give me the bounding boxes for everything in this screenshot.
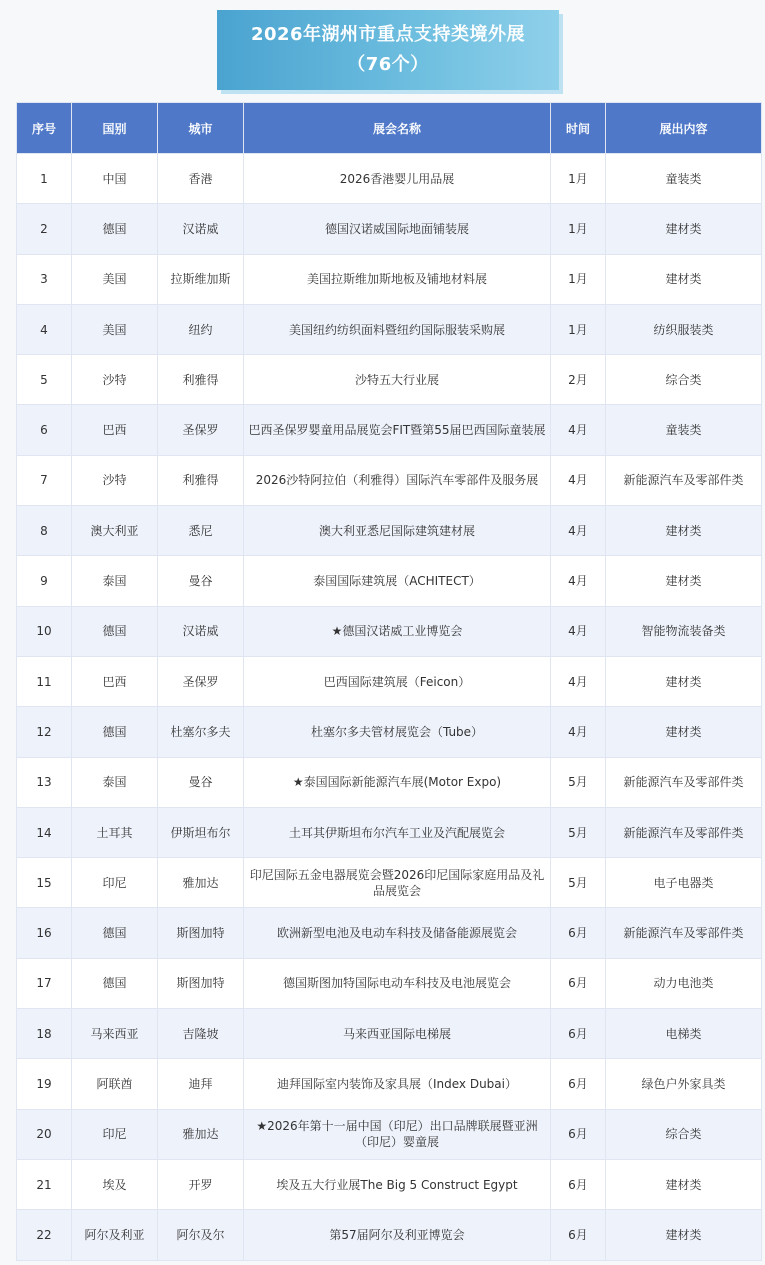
cell-city: 利雅得 xyxy=(158,355,244,405)
table-row xyxy=(17,807,762,857)
cell-exhibition-name: 巴西国际建筑展（Feicon） xyxy=(244,656,551,706)
cell-index: 16 xyxy=(17,908,72,958)
table-row xyxy=(17,707,762,757)
cell-time: 5月 xyxy=(551,757,606,807)
cell-content: 电子电器类 xyxy=(606,858,762,908)
cell-country: 美国 xyxy=(72,304,158,354)
table-row xyxy=(17,405,762,455)
table-row xyxy=(17,355,762,405)
cell-country: 阿联酋 xyxy=(72,1059,158,1109)
cell-index: 14 xyxy=(17,807,72,857)
cell-index: 17 xyxy=(17,958,72,1008)
cell-city: 斯图加特 xyxy=(158,958,244,1008)
cell-city: 曼谷 xyxy=(158,757,244,807)
table-row xyxy=(17,858,762,908)
cell-time: 6月 xyxy=(551,958,606,1008)
cell-time: 1月 xyxy=(551,254,606,304)
cell-index: 10 xyxy=(17,606,72,656)
cell-time: 1月 xyxy=(551,304,606,354)
table-row xyxy=(17,455,762,505)
cell-country: 德国 xyxy=(72,908,158,958)
table-row xyxy=(17,757,762,807)
cell-content: 建材类 xyxy=(606,506,762,556)
table-row xyxy=(17,1009,762,1059)
cell-country: 德国 xyxy=(72,958,158,1008)
exhibition-table xyxy=(16,102,762,1261)
cell-time: 4月 xyxy=(551,455,606,505)
cell-index: 18 xyxy=(17,1009,72,1059)
table-row xyxy=(17,556,762,606)
cell-index: 4 xyxy=(17,304,72,354)
cell-city: 杜塞尔多夫 xyxy=(158,707,244,757)
cell-exhibition-name: 泰国国际建筑展（ACHITECT） xyxy=(244,556,551,606)
cell-index: 22 xyxy=(17,1210,72,1260)
table-row xyxy=(17,958,762,1008)
cell-content: 童装类 xyxy=(606,154,762,204)
cell-country: 美国 xyxy=(72,254,158,304)
cell-city: 利雅得 xyxy=(158,455,244,505)
cell-index: 21 xyxy=(17,1159,72,1209)
cell-index: 3 xyxy=(17,254,72,304)
cell-content: 新能源汽车及零部件类 xyxy=(606,807,762,857)
cell-content: 智能物流装备类 xyxy=(606,606,762,656)
cell-exhibition-name: 巴西圣保罗婴童用品展览会FIT暨第55届巴西国际童装展 xyxy=(244,405,551,455)
table-row xyxy=(17,304,762,354)
cell-exhibition-name: 2026香港婴儿用品展 xyxy=(244,154,551,204)
cell-exhibition-name: 马来西亚国际电梯展 xyxy=(244,1009,551,1059)
table-row xyxy=(17,656,762,706)
header-country: 国别 xyxy=(72,103,158,154)
cell-country: 沙特 xyxy=(72,455,158,505)
cell-exhibition-name: 德国汉诺威国际地面铺装展 xyxy=(244,204,551,254)
cell-time: 4月 xyxy=(551,506,606,556)
cell-country: 印尼 xyxy=(72,858,158,908)
cell-content: 动力电池类 xyxy=(606,958,762,1008)
cell-exhibition-name: 第57届阿尔及利亚博览会 xyxy=(244,1210,551,1260)
cell-city: 圣保罗 xyxy=(158,405,244,455)
cell-index: 2 xyxy=(17,204,72,254)
cell-index: 9 xyxy=(17,556,72,606)
cell-country: 泰国 xyxy=(72,556,158,606)
cell-exhibition-name: 迪拜国际室内装饰及家具展（Index Dubai） xyxy=(244,1059,551,1109)
cell-time: 6月 xyxy=(551,1109,606,1159)
cell-city: 圣保罗 xyxy=(158,656,244,706)
cell-time: 4月 xyxy=(551,405,606,455)
cell-time: 5月 xyxy=(551,858,606,908)
cell-exhibition-name: 美国纽约纺织面料暨纽约国际服装采购展 xyxy=(244,304,551,354)
cell-content: 绿色户外家具类 xyxy=(606,1059,762,1109)
cell-city: 汉诺威 xyxy=(158,204,244,254)
cell-country: 土耳其 xyxy=(72,807,158,857)
cell-content: 综合类 xyxy=(606,355,762,405)
cell-exhibition-name: 欧洲新型电池及电动车科技及储备能源展览会 xyxy=(244,908,551,958)
cell-time: 6月 xyxy=(551,1059,606,1109)
cell-content: 建材类 xyxy=(606,204,762,254)
cell-time: 4月 xyxy=(551,707,606,757)
cell-time: 6月 xyxy=(551,908,606,958)
cell-exhibition-name: 土耳其伊斯坦布尔汽车工业及汽配展览会 xyxy=(244,807,551,857)
cell-index: 11 xyxy=(17,656,72,706)
cell-exhibition-name: ★泰国国际新能源汽车展(Motor Expo) xyxy=(244,757,551,807)
page-title: 2026年湖州市重点支持类境外展 xyxy=(250,24,526,45)
cell-index: 1 xyxy=(17,154,72,204)
cell-index: 20 xyxy=(17,1109,72,1159)
table-row xyxy=(17,1109,762,1159)
table-row xyxy=(17,506,762,556)
cell-exhibition-name: ★2026年第十一届中国（印尼）出口品牌联展暨亚洲（印尼）婴童展 xyxy=(244,1109,551,1159)
cell-country: 德国 xyxy=(72,606,158,656)
cell-city: 曼谷 xyxy=(158,556,244,606)
cell-content: 建材类 xyxy=(606,556,762,606)
cell-index: 6 xyxy=(17,405,72,455)
cell-country: 埃及 xyxy=(72,1159,158,1209)
cell-content: 建材类 xyxy=(606,1210,762,1260)
cell-index: 15 xyxy=(17,858,72,908)
cell-time: 1月 xyxy=(551,204,606,254)
cell-city: 开罗 xyxy=(158,1159,244,1209)
cell-exhibition-name: 2026沙特阿拉伯（利雅得）国际汽车零部件及服务展 xyxy=(244,455,551,505)
cell-time: 6月 xyxy=(551,1159,606,1209)
cell-content: 综合类 xyxy=(606,1109,762,1159)
cell-city: 雅加达 xyxy=(158,858,244,908)
cell-index: 19 xyxy=(17,1059,72,1109)
cell-exhibition-name: 印尼国际五金电器展览会暨2026印尼国际家庭用品及礼品展览会 xyxy=(244,858,551,908)
cell-country: 巴西 xyxy=(72,656,158,706)
cell-content: 纺织服装类 xyxy=(606,304,762,354)
cell-time: 1月 xyxy=(551,154,606,204)
cell-country: 沙特 xyxy=(72,355,158,405)
cell-city: 拉斯维加斯 xyxy=(158,254,244,304)
cell-country: 泰国 xyxy=(72,757,158,807)
table-row xyxy=(17,1210,762,1260)
cell-index: 13 xyxy=(17,757,72,807)
cell-country: 巴西 xyxy=(72,405,158,455)
header-city: 城市 xyxy=(158,103,244,154)
cell-exhibition-name: 杜塞尔多夫管材展览会（Tube） xyxy=(244,707,551,757)
cell-country: 澳大利亚 xyxy=(72,506,158,556)
cell-content: 建材类 xyxy=(606,254,762,304)
table-row xyxy=(17,606,762,656)
cell-time: 4月 xyxy=(551,606,606,656)
cell-city: 汉诺威 xyxy=(158,606,244,656)
cell-country: 中国 xyxy=(72,154,158,204)
page-subtitle-count: （76个） xyxy=(347,54,429,75)
cell-country: 德国 xyxy=(72,204,158,254)
cell-city: 纽约 xyxy=(158,304,244,354)
page-title-banner xyxy=(217,10,559,90)
header-content: 展出内容 xyxy=(606,103,762,154)
table-header-row xyxy=(17,103,762,154)
cell-content: 建材类 xyxy=(606,656,762,706)
cell-time: 4月 xyxy=(551,556,606,606)
cell-exhibition-name: 美国拉斯维加斯地板及铺地材料展 xyxy=(244,254,551,304)
header-time: 时间 xyxy=(551,103,606,154)
table-row xyxy=(17,1059,762,1109)
cell-time: 5月 xyxy=(551,807,606,857)
cell-time: 2月 xyxy=(551,355,606,405)
table-row xyxy=(17,908,762,958)
cell-exhibition-name: 德国斯图加特国际电动车科技及电池展览会 xyxy=(244,958,551,1008)
cell-index: 5 xyxy=(17,355,72,405)
table-body xyxy=(17,154,762,1261)
cell-city: 香港 xyxy=(158,154,244,204)
cell-exhibition-name: ★德国汉诺威工业博览会 xyxy=(244,606,551,656)
cell-content: 童装类 xyxy=(606,405,762,455)
table-row xyxy=(17,254,762,304)
header-index: 序号 xyxy=(17,103,72,154)
cell-city: 迪拜 xyxy=(158,1059,244,1109)
table-row xyxy=(17,204,762,254)
cell-time: 6月 xyxy=(551,1009,606,1059)
cell-content: 建材类 xyxy=(606,707,762,757)
cell-exhibition-name: 澳大利亚悉尼国际建筑建材展 xyxy=(244,506,551,556)
cell-time: 6月 xyxy=(551,1210,606,1260)
cell-time: 4月 xyxy=(551,656,606,706)
cell-city: 雅加达 xyxy=(158,1109,244,1159)
cell-index: 8 xyxy=(17,506,72,556)
cell-city: 悉尼 xyxy=(158,506,244,556)
cell-content: 新能源汽车及零部件类 xyxy=(606,455,762,505)
cell-exhibition-name: 埃及五大行业展The Big 5 Construct Egypt xyxy=(244,1159,551,1209)
cell-index: 7 xyxy=(17,455,72,505)
cell-index: 12 xyxy=(17,707,72,757)
cell-content: 新能源汽车及零部件类 xyxy=(606,908,762,958)
cell-content: 新能源汽车及零部件类 xyxy=(606,757,762,807)
cell-city: 斯图加特 xyxy=(158,908,244,958)
cell-country: 德国 xyxy=(72,707,158,757)
cell-city: 吉隆坡 xyxy=(158,1009,244,1059)
cell-city: 伊斯坦布尔 xyxy=(158,807,244,857)
cell-content: 建材类 xyxy=(606,1159,762,1209)
cell-country: 阿尔及利亚 xyxy=(72,1210,158,1260)
cell-city: 阿尔及尔 xyxy=(158,1210,244,1260)
cell-country: 印尼 xyxy=(72,1109,158,1159)
header-exhibition-name: 展会名称 xyxy=(244,103,551,154)
cell-exhibition-name: 沙特五大行业展 xyxy=(244,355,551,405)
cell-country: 马来西亚 xyxy=(72,1009,158,1059)
cell-content: 电梯类 xyxy=(606,1009,762,1059)
table-row xyxy=(17,1159,762,1209)
table-row xyxy=(17,154,762,204)
